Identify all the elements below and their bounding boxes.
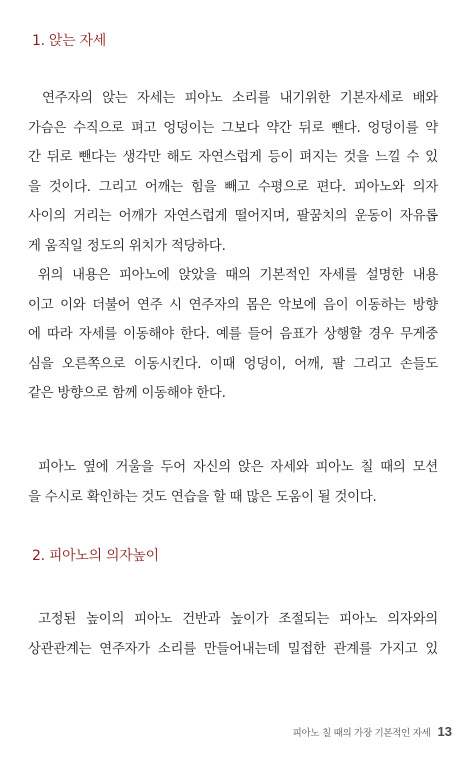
text-line: 에 따라 자세를 이동해야 한다. 예를 들어 음표가 상행할 경우 무게중 <box>28 327 438 342</box>
text-line: 상관관계는 연주자가 소리를 만들어내는데 밀접한 관계를 가지고 있 <box>28 641 438 657</box>
text-line: 가슴은 수직으로 펴고 엉덩이는 그보다 약간 뒤로 뺀다. 엉덩이를 약 <box>28 120 438 136</box>
text-line: 간 뒤로 뺀다는 생각만 해도 자연스럽게 등이 펴지는 것을 느낄 수 있 <box>28 150 438 165</box>
paragraph-chair-height <box>28 605 438 664</box>
paragraph-mirror-tip <box>28 453 438 512</box>
section-heading-sitting-posture: 1. 앉는 자세 <box>32 33 106 49</box>
paragraph-sitting-posture-intro <box>28 84 438 261</box>
text-line: 피아노 옆에 거울을 두어 자신의 앉은 자세와 피아노 칠 때의 모션 <box>38 460 438 475</box>
section-heading-chair-height: 2. 피아노의 의자높이 <box>32 548 159 564</box>
text-line: 고정된 높이의 피아노 건반과 높이가 조절되는 피아노 의자와의 <box>38 612 438 627</box>
text-line: 같은 방향으로 함께 이동해야 한다. <box>28 386 226 401</box>
running-title: 피아노 칠 때의 가장 기본적인 자세 <box>292 728 431 739</box>
text-line: 을 것이다. 그리고 어깨는 힘을 빼고 수평으로 편다. 피아노와 의자 <box>28 179 438 195</box>
text-line: 연주자의 앉는 자세는 피아노 소리를 내기위한 기본자세로 배와 <box>42 91 438 106</box>
page-footer <box>293 724 452 739</box>
text-line: 을 수시로 확인하는 것도 연습을 할 때 많은 도움이 될 것이다. <box>28 489 377 505</box>
paragraph-posture-movement <box>28 261 438 409</box>
text-line: 사이의 거리는 어깨가 자연스럽게 떨어지며, 팔꿈치의 운동이 자유롭 <box>28 209 438 224</box>
text-line: 이고 이와 더불어 연주 시 연주자의 몸은 악보에 음이 이동하는 방향 <box>28 297 438 313</box>
text-line: 위의 내용은 피아노에 앉았을 때의 기본적인 자세를 설명한 내용 <box>38 268 438 283</box>
page-number: 13 <box>437 724 452 739</box>
text-line: 심을 오른쪽으로 이동시킨다. 이때 엉덩이, 어깨, 팔 그리고 손들도 <box>28 356 438 372</box>
text-line: 게 움직일 정도의 위치가 적당하다. <box>28 238 226 254</box>
